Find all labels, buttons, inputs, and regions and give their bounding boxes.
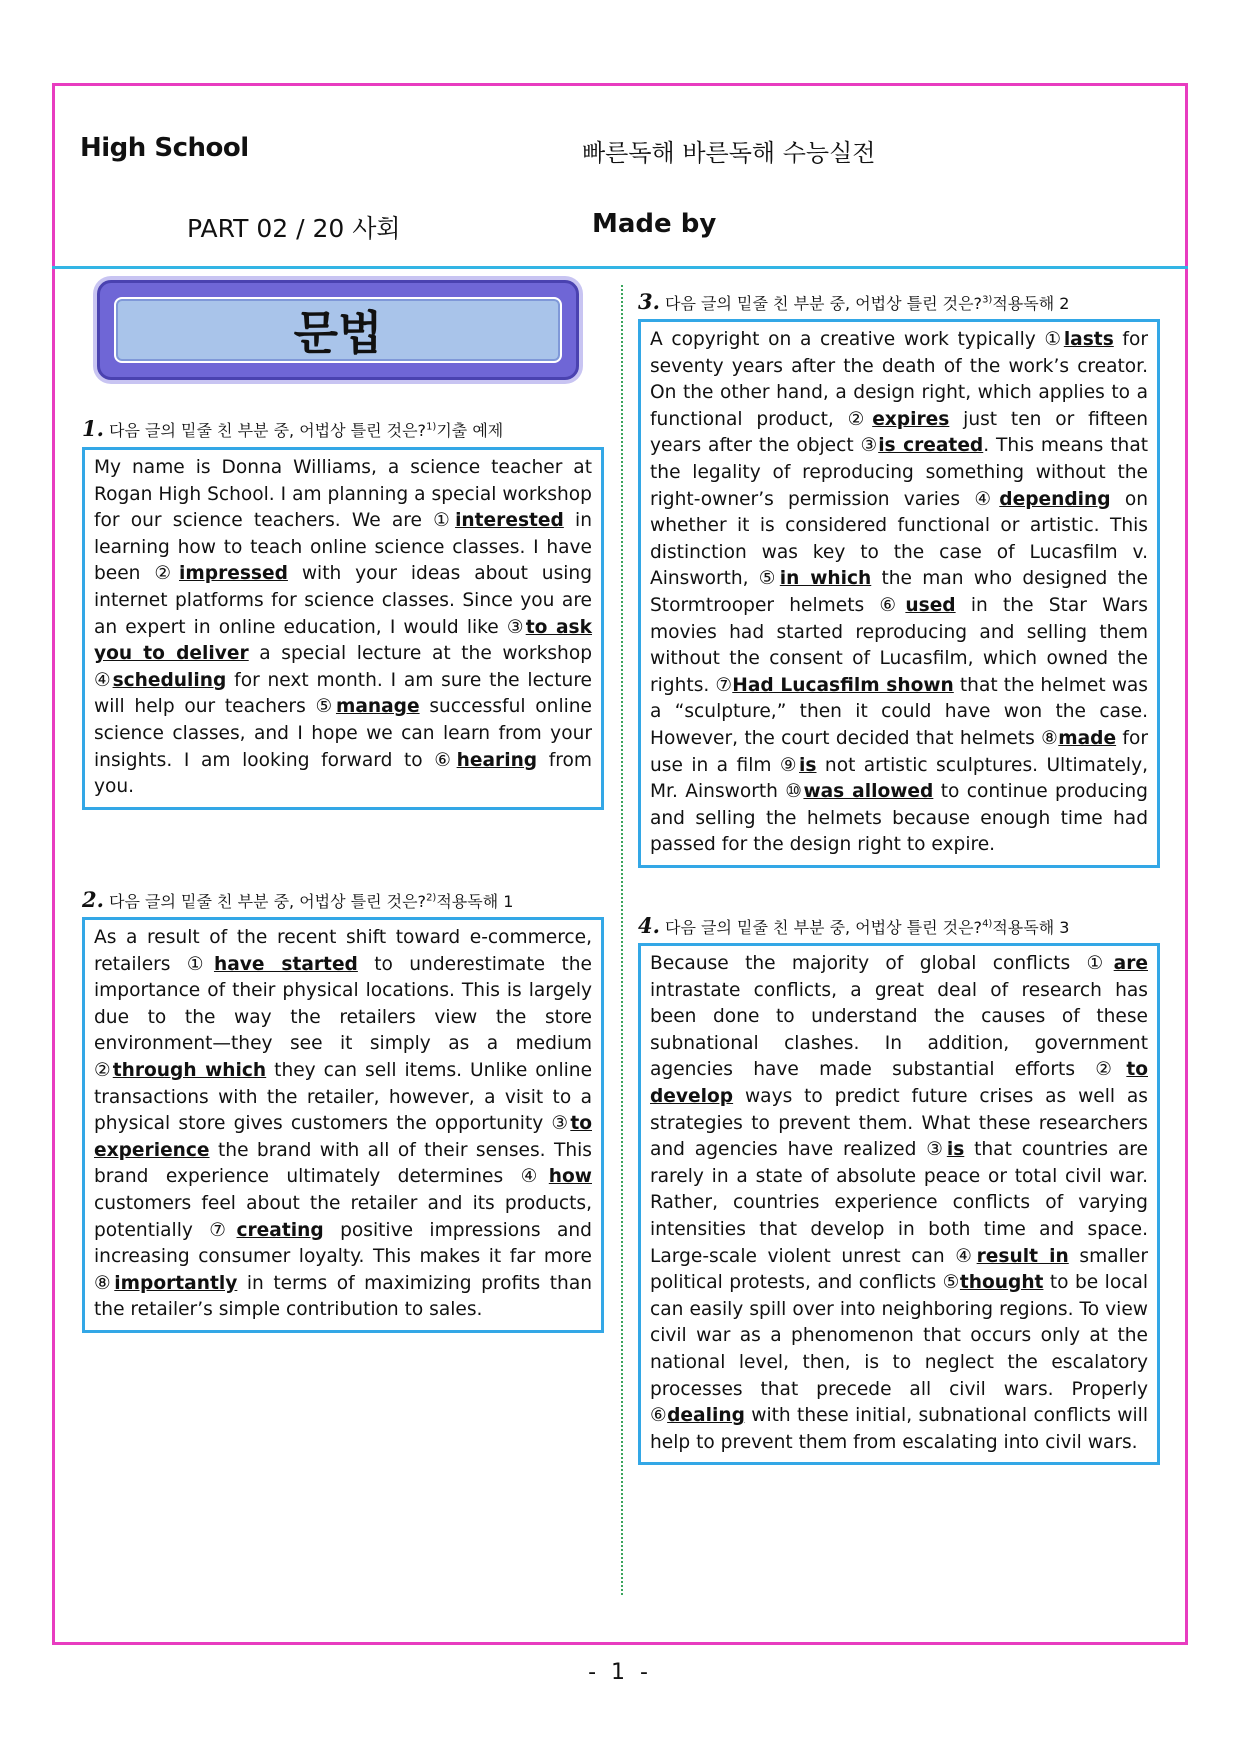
passage-text: in terms of maximizing profits than the retailer’s simple contribution to sales. (94, 1272, 592, 1321)
passage-text: As a result of the recent shift toward e-commerce, retailers ① (94, 927, 592, 975)
passage-text: that the helmet was a “sculpture,” then it could have won the case. However, the court decided that helmets ⑧ (650, 674, 1148, 749)
question-3-passage (638, 319, 1160, 868)
underlined-choice: is (799, 754, 817, 776)
question-number: 3. (638, 289, 660, 314)
underlined-choice: made (1058, 727, 1117, 749)
underlined-choice: to experience (94, 1113, 592, 1161)
underlined-choice: is created (878, 435, 984, 457)
school-label: High School (80, 133, 249, 163)
passage-text: for use in a film ⑨ (650, 727, 1148, 776)
passage-text: they can sell items. Unlike online transactions with the retailer, however, a visit to a physical store gives customers the opportunity ③ (94, 1059, 593, 1135)
question-tag: 적용독해 1 (436, 892, 514, 911)
passage-text: My name is Donna Williams, a science teacher at Rogan High School. I am planning a special workshop for our science teachers. We are ① (94, 457, 592, 532)
page-header (52, 83, 1188, 269)
passage-text: in learning how to teach online science classes. I have been ② (94, 510, 592, 585)
question-prompt: 다음 글의 밑줄 친 부분 중, 어법상 틀린 것은? (665, 918, 983, 937)
question-prompt: 다음 글의 밑줄 친 부분 중, 어법상 틀린 것은? (109, 892, 427, 911)
underlined-choice: to ask you to deliver (94, 616, 592, 665)
underlined-choice: to develop (650, 1059, 1148, 1107)
question-1-passage (82, 447, 604, 810)
passage-text: the man who designed the Stormtrooper helmets ⑥ (650, 568, 1148, 616)
question-tag: 기출 예제 (436, 421, 504, 440)
passage-text: to continue producing and selling the helmets because enough time had passed for the design right to expire. (650, 781, 1148, 856)
passage-text: on whether it is considered functional or artistic. This distinction was key to the case of Lucasfilm v. Ainsworth, ⑤ (650, 488, 1148, 590)
question-prompt: 다음 글의 밑줄 친 부분 중, 어법상 틀린 것은? (665, 294, 983, 313)
passage-text: with your ideas about using internet platforms for science classes. Since you are an expert in online education, I would like ③ (94, 563, 593, 638)
underlined-choice: importantly (114, 1272, 238, 1294)
underlined-choice: manage (335, 696, 420, 718)
passage-text: from you. (94, 749, 592, 798)
passage-text: for seventy years after the death of the work’s creator. On the other hand, a design right, which applies to a functional product, ② (650, 329, 1148, 430)
underlined-choice: was allowed (803, 781, 934, 803)
underlined-choice: interested (455, 510, 564, 532)
passage-text: just ten or fifteen years after the object ③ (650, 408, 1148, 457)
section-title: 문법 (293, 306, 383, 360)
underlined-choice: thought (959, 1272, 1044, 1294)
passage-text: for next month. I am sure the lecture will help our teachers ⑤ (94, 669, 592, 718)
underlined-choice: dealing (667, 1405, 745, 1427)
underlined-choice: depending (999, 488, 1111, 510)
passage-text: positive impressions and increasing consumer loyalty. This makes it far more ⑧ (94, 1219, 592, 1294)
question-number: 4. (638, 913, 660, 938)
question-2-heading (82, 887, 513, 912)
passage-text: . This means that the legality of reproducing something without the right-owner’s permission varies ④ (650, 435, 1149, 510)
underlined-choice: expires (872, 408, 950, 430)
underlined-choice: through which (112, 1059, 267, 1081)
question-tag: 적용독해 2 (992, 294, 1070, 313)
underlined-choice: lasts (1063, 329, 1114, 350)
section-title-panel (114, 297, 562, 363)
question-1-heading (82, 416, 503, 441)
underlined-choice: have started (213, 953, 358, 975)
passage-text: with these initial, subnational conflicts will help to prevent them from escalating into civil wars. (650, 1405, 1148, 1453)
footnote-mark: 2) (426, 892, 437, 904)
passage-text: not artistic sculptures. Ultimately, Mr. Ainsworth ⑩ (650, 754, 1148, 803)
passage-text: ways to predict future crises as well as strategies to prevent them. What these researchers and agencies have realized ③ (650, 1085, 1148, 1161)
footnote-mark: 1) (426, 421, 437, 433)
underlined-choice: how (548, 1166, 592, 1188)
question-3-heading (638, 289, 1069, 314)
page-number: - 1 - (588, 1660, 652, 1685)
passage-text: successful online science classes, and I hope we can learn from your insights. I am looking forward to ⑥ (94, 696, 592, 771)
underlined-choice: are (1113, 953, 1148, 974)
underlined-choice: is (946, 1139, 965, 1161)
passage-text: customers feel about the retailer and its products, potentially ⑦ (94, 1192, 592, 1241)
underlined-choice: Had Lucasfilm shown (732, 674, 954, 696)
part-label: PART 02 / 20 사회 (187, 214, 401, 243)
underlined-choice: impressed (179, 563, 288, 585)
passage-text: to be local can easily spill over into neighboring regions. To view civil war as a phenomenon that occurs only at the national level, then, is to neglect the escalatory processes that precede all civil wars. Properly ⑥ (650, 1272, 1148, 1427)
passage-text: to underestimate the importance of their physical locations. This is largely due to the way the retailers view the store environment—they see it simply as a medium ② (94, 953, 592, 1081)
footnote-mark: 4) (982, 918, 993, 930)
question-number: 2. (82, 887, 104, 912)
section-title-badge (97, 280, 579, 380)
question-prompt: 다음 글의 밑줄 친 부분 중, 어법상 틀린 것은? (109, 421, 427, 440)
passage-text: Because the majority of global conflicts ① (650, 953, 1114, 974)
book-title: 빠른독해 바른독해 수능실전 (582, 139, 876, 167)
passage-text: smaller political protests, and conflicts ⑤ (650, 1245, 1148, 1294)
passage-text: intrastate conflicts, a great deal of research has been done to understand the causes of these subnational clashes. In addition, government agencies have made substantial efforts ② (650, 979, 1148, 1081)
question-number: 1. (82, 416, 104, 441)
underlined-choice: creating (236, 1219, 324, 1241)
question-tag: 적용독해 3 (992, 918, 1070, 937)
underlined-choice: in which (779, 568, 872, 590)
underlined-choice: scheduling (112, 669, 227, 691)
passage-text: A copyright on a creative work typically ① (650, 329, 1064, 350)
passage-text: in the Star Wars movies had started reproducing and selling them without the consent of Lucasfilm, which owned the rights. ⑦ (650, 594, 1148, 696)
underlined-choice: hearing (456, 749, 538, 771)
question-4-passage (638, 943, 1160, 1465)
passage-text: that countries are rarely in a state of absolute peace or total civil war. Rather, countries experience conflicts of varying intensities that develop in both time and space. Large-scale violent unrest can ④ (650, 1139, 1148, 1267)
footnote-mark: 3) (982, 294, 993, 306)
made-by-label: Made by (592, 209, 717, 239)
passage-text: the brand with all of their senses. This brand experience ultimately determines ④ (94, 1139, 592, 1188)
underlined-choice: result in (976, 1245, 1069, 1267)
passage-text: a special lecture at the workshop ④ (94, 643, 592, 691)
column-divider (621, 285, 623, 1595)
underlined-choice: used (905, 594, 956, 616)
question-4-heading (638, 913, 1069, 938)
question-2-passage (82, 917, 604, 1333)
